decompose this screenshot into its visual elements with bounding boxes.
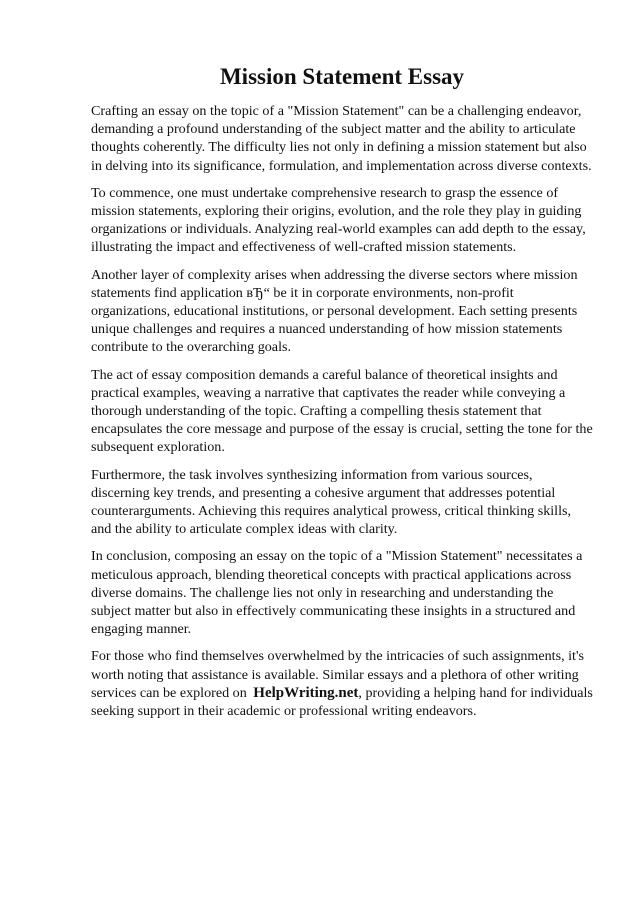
paragraph-1: Crafting an essay on the topic of a "Mission Statement" can be a challenging endeavor, demanding a profound understanding of the subject matter and the ability to articulate thoughts coherently. The difficulty lies not only in defining a mission statement but also in delving into its significance, formulation, and implementation across diverse contexts. [91,103,592,174]
paragraph-5: Furthermore, the task involves synthesizing information from various sources, discerning key trends, and presenting a cohesive argument that addresses potential counterarguments. Achieving this requires analytical prowess, critical thinking skills, and the ability to articulate complex ideas with clarity. [91,466,571,538]
document-title: Mission Statement Essay [219,64,465,89]
helpwriting-link[interactable]: HelpWriting.net [253,684,359,701]
paragraph-3: Another layer of complexity arises when addressing the diverse sectors where mission statements find application вЂ“ be it in corporate environments, non-profit organizations, educational institutions, or personal development. Each setting presents unique challenges and requires a nuanced understanding of how mission statements contribute to the overarching goals. [91,266,578,356]
paragraph-6: In conclusion, composing an essay on the topic of a "Mission Statement" necessitates a meticulous approach, blending theoretical concepts with practical applications across diverse domains. The challenge lies not only in researching and understanding the subject matter but also in effectively communicating these insights in a structured and engaging manner. [91,548,583,638]
paragraph-2: To commence, one must undertake comprehensive research to grasp the essence of mission statements, exploring their origins, evolution, and the role they play in guiding organizations or individuals. Analyzing real-world examples can add depth to the essay, illustrating the impact and effectiveness of well-crafted mission statements. [91,184,586,256]
paragraph-7-before-link: For those who find themselves overwhelmed by the intricacies of such assignments, it's worth noting that assistance is available. Similar essays and a plethora of other writing services can be explored on [91,648,584,701]
paragraph-4: The act of essay composition demands a careful balance of theoretical insights and practical examples, weaving a narrative that captivates the reader while conveying a thorough understanding of the topic. Crafting a compelling thesis statement that encapsulates the core message and purpose of the essay is crucial, setting the tone for the subsequent exploration. [91,366,593,456]
paragraph-7 [91,647,593,720]
paragraph-7-after-link: , providing a helping hand for individuals seeking support in their academic or professional writing endeavors. [91,684,593,720]
